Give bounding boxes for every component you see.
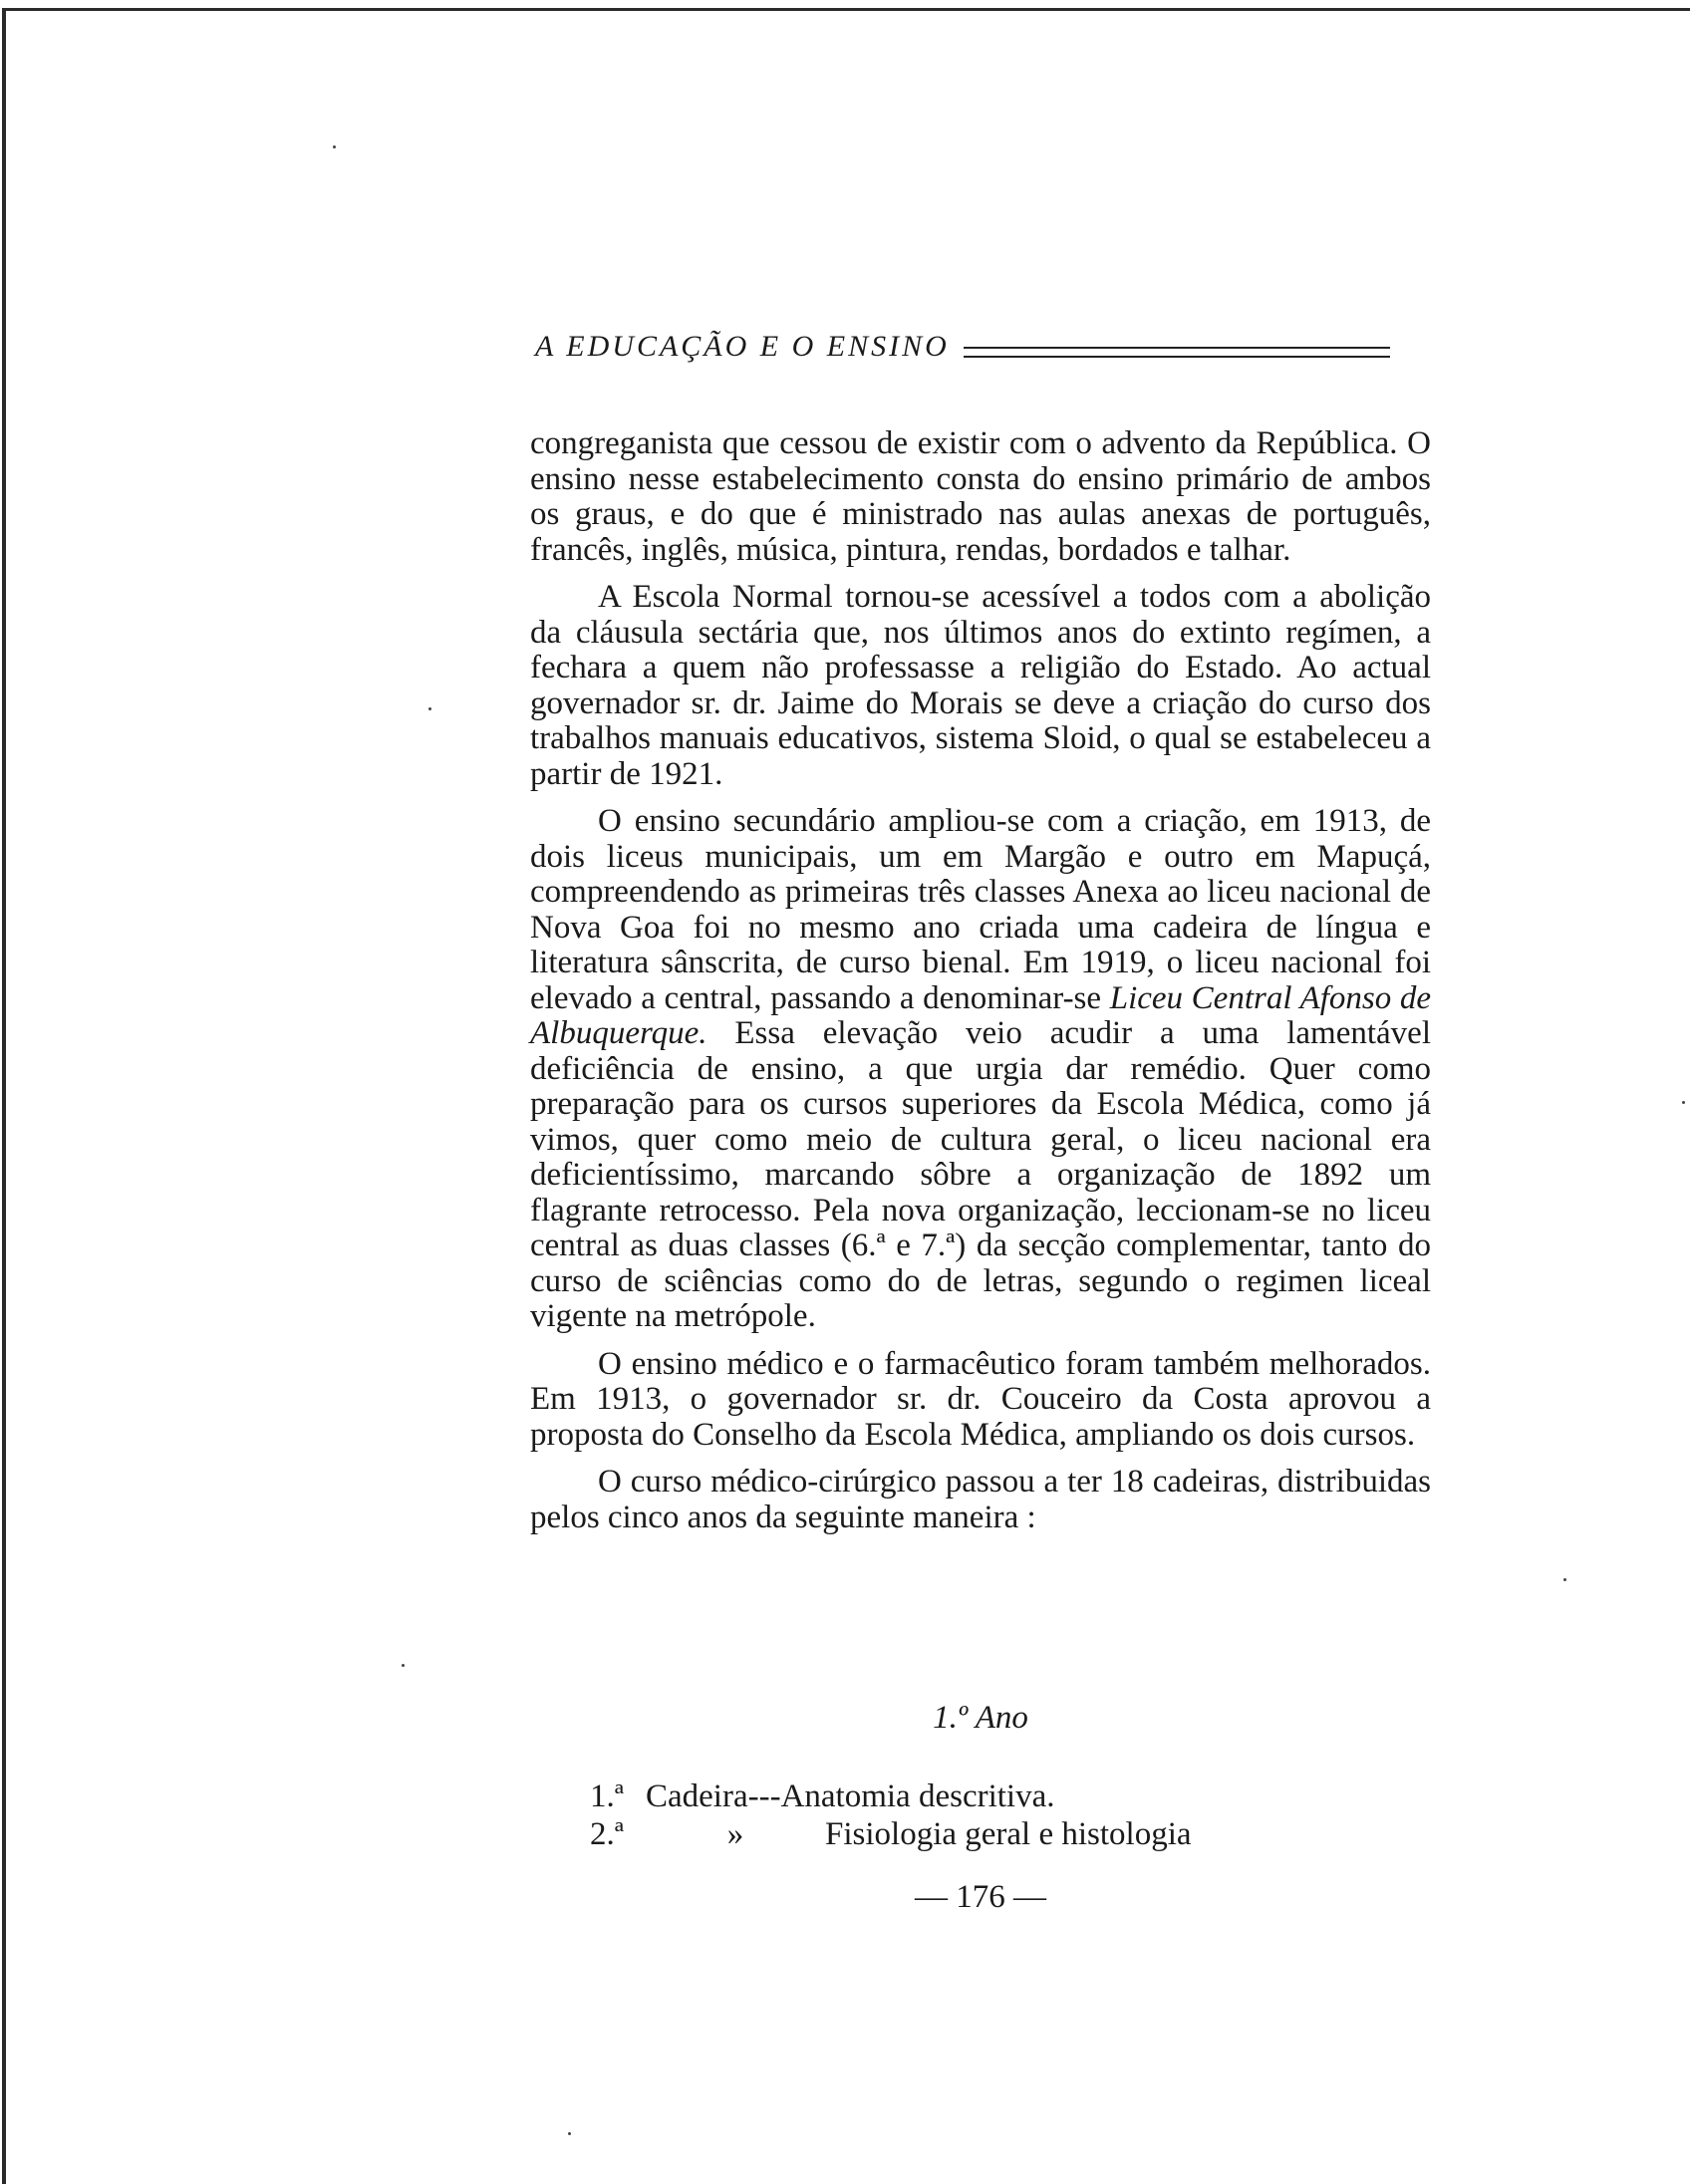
scan-speck: [1682, 1101, 1685, 1104]
ditto-mark: »: [726, 1816, 744, 1852]
paragraph-text: Essa elevação veio acudir a uma lamentável deficiência de ensino, a que urgia dar remédio. Quer como preparação para os cursos superiores da Escola Médica, como já vimos, quer como meio de cultura geral, o liceu nacional era deficientíssimo, marcando sôbre a organização de 1892 um flagrante retrocesso. Pela nova organização, leccionam-se no liceu central as duas classes (6.ª e 7.ª) da secção complementar, tanto do curso de sciências como do de letras, segundo o regimen liceal vigente na metrópole.: [530, 1015, 1431, 1334]
scan-border-top: [2, 8, 1690, 11]
subject-row: [590, 1777, 1387, 1815]
paragraph: O curso médico-cirúrgico passou a ter 18 cadeiras, distribuidas pelos cinco anos da seguinte maneira :: [530, 1464, 1431, 1535]
scan-speck: [1563, 1578, 1566, 1581]
subject-number: 2.ª: [590, 1816, 624, 1852]
subject-list: [590, 1777, 1387, 1853]
scan-speck: [428, 707, 431, 710]
scan-speck: [568, 2132, 571, 2135]
body-text: [530, 426, 1431, 1547]
subject-number: 1.ª: [590, 1778, 624, 1814]
scan-border-left: [2, 8, 6, 2184]
paragraph: A Escola Normal tornou-se acessível a todos com a abolição da cláusula sectária que, nos últimos anos do extinto regímen, a fechara a quem não professasse a religião do Estado. Ao actual governador sr. dr. Jaime do Morais se deve a criação do curso dos trabalhos manuais educativos, sistema Sloid, o qual se estabeleceu a partir de 1921.: [530, 579, 1431, 792]
header-rule: [964, 347, 1390, 358]
paragraph: [530, 804, 1431, 1335]
paragraph: O ensino médico e o farmacêutico foram também melhorados. Em 1913, o governador sr. dr. Couceiro da Costa aprovou a proposta do Conselho da Escola Médica, ampliando os dois cursos.: [530, 1345, 1431, 1453]
year-heading: 1.º Ano: [933, 1700, 1028, 1736]
subject-label: Fisiologia geral e histologia: [825, 1816, 1192, 1852]
page-number: — 176 —: [915, 1879, 1046, 1915]
scan-speck: [333, 145, 336, 148]
running-title: A EDUCAÇÃO E O ENSINO: [535, 330, 950, 363]
italic-title: Liceu Central Afonso de Albuquerque.: [530, 979, 1432, 1051]
subject-row: [590, 1815, 1387, 1853]
scan-speck: [402, 1664, 405, 1667]
paragraph-text: O ensino secundário ampliou-se com a criação, em 1913, de dois liceus municipais, um em Margão e outro em Mapuçá, compreendendo as primeiras três classes Anexa ao liceu nacional de Nova Goa foi no mesmo ano criada uma cadeira de língua e literatura sânscrita, de curso bienal. Em 1919, o liceu nacional foi elevado a central, passando a denominar-se: [530, 803, 1431, 1016]
running-header: [535, 327, 1432, 367]
paragraph: congreganista que cessou de existir com o advento da República. O ensino nesse estabelecimento consta do ensino primário de ambos os graus, e do que é ministrado nas aulas anexas de português, francês, inglês, música, pintura, rendas, bordados e talhar.: [530, 425, 1431, 568]
subject-label: Cadeira---Anatomia descritiva.: [646, 1778, 1055, 1814]
